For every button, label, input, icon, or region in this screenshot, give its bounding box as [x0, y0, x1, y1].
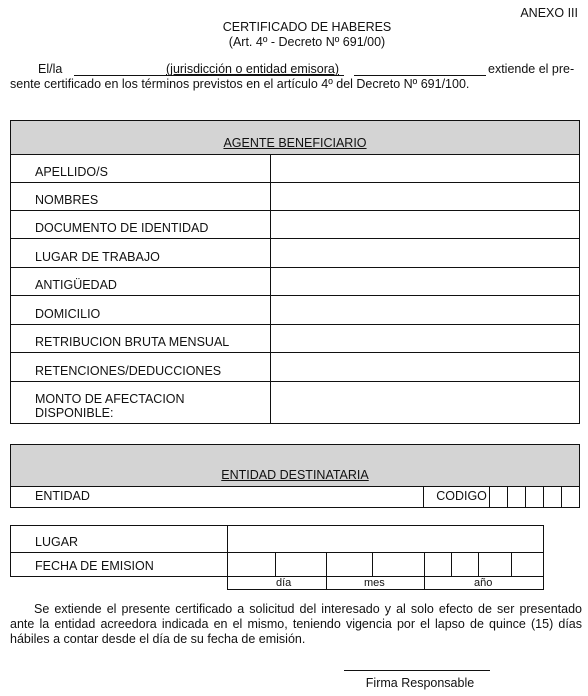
field-row-apellidos [11, 155, 580, 183]
code-digit-box[interactable] [544, 487, 562, 508]
date-day-box[interactable] [227, 553, 275, 577]
intro-line-2: sente certificado en los términos previstos en el artículo 4º del Decreto Nº 691/100. [10, 77, 470, 91]
field-row-documento [11, 211, 580, 239]
intro-suffix: extiende el pre- [488, 62, 575, 76]
field-value-retenciones[interactable] [270, 353, 579, 382]
date-year-caption: año [474, 577, 493, 589]
field-label: APELLIDO/S [11, 155, 271, 183]
field-row-domicilio [11, 296, 580, 325]
field-value-lugar-trabajo[interactable] [270, 239, 579, 268]
signature-line[interactable] [344, 670, 490, 671]
field-row-monto [11, 382, 580, 424]
field-label: LUGAR DE TRABAJO [11, 239, 271, 268]
monto-label-line-2: DISPONIBLE: [35, 406, 114, 420]
field-label: DOCUMENTO DE IDENTIDAD [11, 211, 271, 239]
document-title [0, 20, 588, 50]
field-value-antiguedad[interactable] [270, 268, 579, 296]
date-label: FECHA DE EMISION [11, 553, 228, 577]
date-year-box[interactable] [512, 553, 544, 577]
place-value[interactable] [227, 526, 543, 553]
signature-label: Firma Responsable [365, 676, 475, 690]
date-month-caption: mes [364, 577, 385, 589]
title-line-1: CERTIFICADO DE HABERES [222, 20, 392, 34]
code-digit-box[interactable] [526, 487, 544, 508]
code-digit-box[interactable] [508, 487, 526, 508]
field-value-domicilio[interactable] [270, 296, 579, 325]
beneficiary-header: AGENTE BENEFICIARIO [11, 121, 580, 155]
field-row-antiguedad [11, 268, 580, 296]
field-label: ANTIGÜEDAD [11, 268, 271, 296]
entity-label-text: ENTIDAD [35, 489, 90, 503]
date-caption-divider [424, 575, 425, 590]
date-year-box[interactable] [479, 553, 512, 577]
field-value-apellidos[interactable] [270, 155, 579, 183]
place-label: LUGAR [11, 526, 228, 553]
field-row-retenciones [11, 353, 580, 382]
field-value-retribucion[interactable] [270, 325, 579, 353]
date-month-box[interactable] [373, 553, 425, 577]
date-month-box[interactable] [327, 553, 373, 577]
field-value-monto[interactable] [270, 382, 579, 424]
issue-table [10, 525, 544, 577]
field-label: RETENCIONES/DEDUCCIONES [11, 353, 271, 382]
field-value-nombres[interactable] [270, 183, 579, 211]
field-label: RETRIBUCION BRUTA MENSUAL [11, 325, 271, 353]
field-row-retribucion [11, 325, 580, 353]
closing-paragraph: Se extiende el presente certificado a solicitud del interesado y al solo efecto de ser presentado ante la entidad acreedora indicada en el mismo, teniendo vigencia por el lapso de quince (15) días hábiles a contar desde el día de su fecha de emisión. [10, 602, 582, 646]
field-label: NOMBRES [11, 183, 271, 211]
intro-prefix: El/la [38, 62, 63, 76]
monto-label-line-1: MONTO DE AFECTACION [35, 392, 185, 406]
date-day-caption: día [276, 577, 292, 589]
entity-label[interactable] [11, 487, 424, 508]
destination-header: ENTIDAD DESTINATARIA [11, 445, 580, 487]
intro-line-1 [0, 62, 588, 78]
field-value-documento[interactable] [270, 211, 579, 239]
beneficiary-table [10, 120, 580, 424]
code-label: CODIGO [424, 487, 490, 508]
date-year-box[interactable] [425, 553, 452, 577]
field-label: DOMICILIO [11, 296, 271, 325]
date-caption-divider [326, 575, 327, 590]
field-row-lugar-trabajo [11, 239, 580, 268]
destination-table [10, 444, 580, 508]
date-day-box[interactable] [275, 553, 327, 577]
issuer-hint: (jurisdicción o entidad emisora) [166, 62, 339, 76]
field-row-nombres [11, 183, 580, 211]
field-label-monto [11, 382, 271, 424]
title-line-2: (Art. 4º - Decreto Nº 691/00) [228, 35, 386, 49]
issuer-name-blank[interactable] [354, 75, 486, 76]
date-caption-row [227, 575, 544, 590]
annex-label: ANEXO III [520, 6, 578, 20]
date-year-box[interactable] [452, 553, 479, 577]
code-digit-box[interactable] [562, 487, 580, 508]
code-digit-box[interactable] [490, 487, 508, 508]
